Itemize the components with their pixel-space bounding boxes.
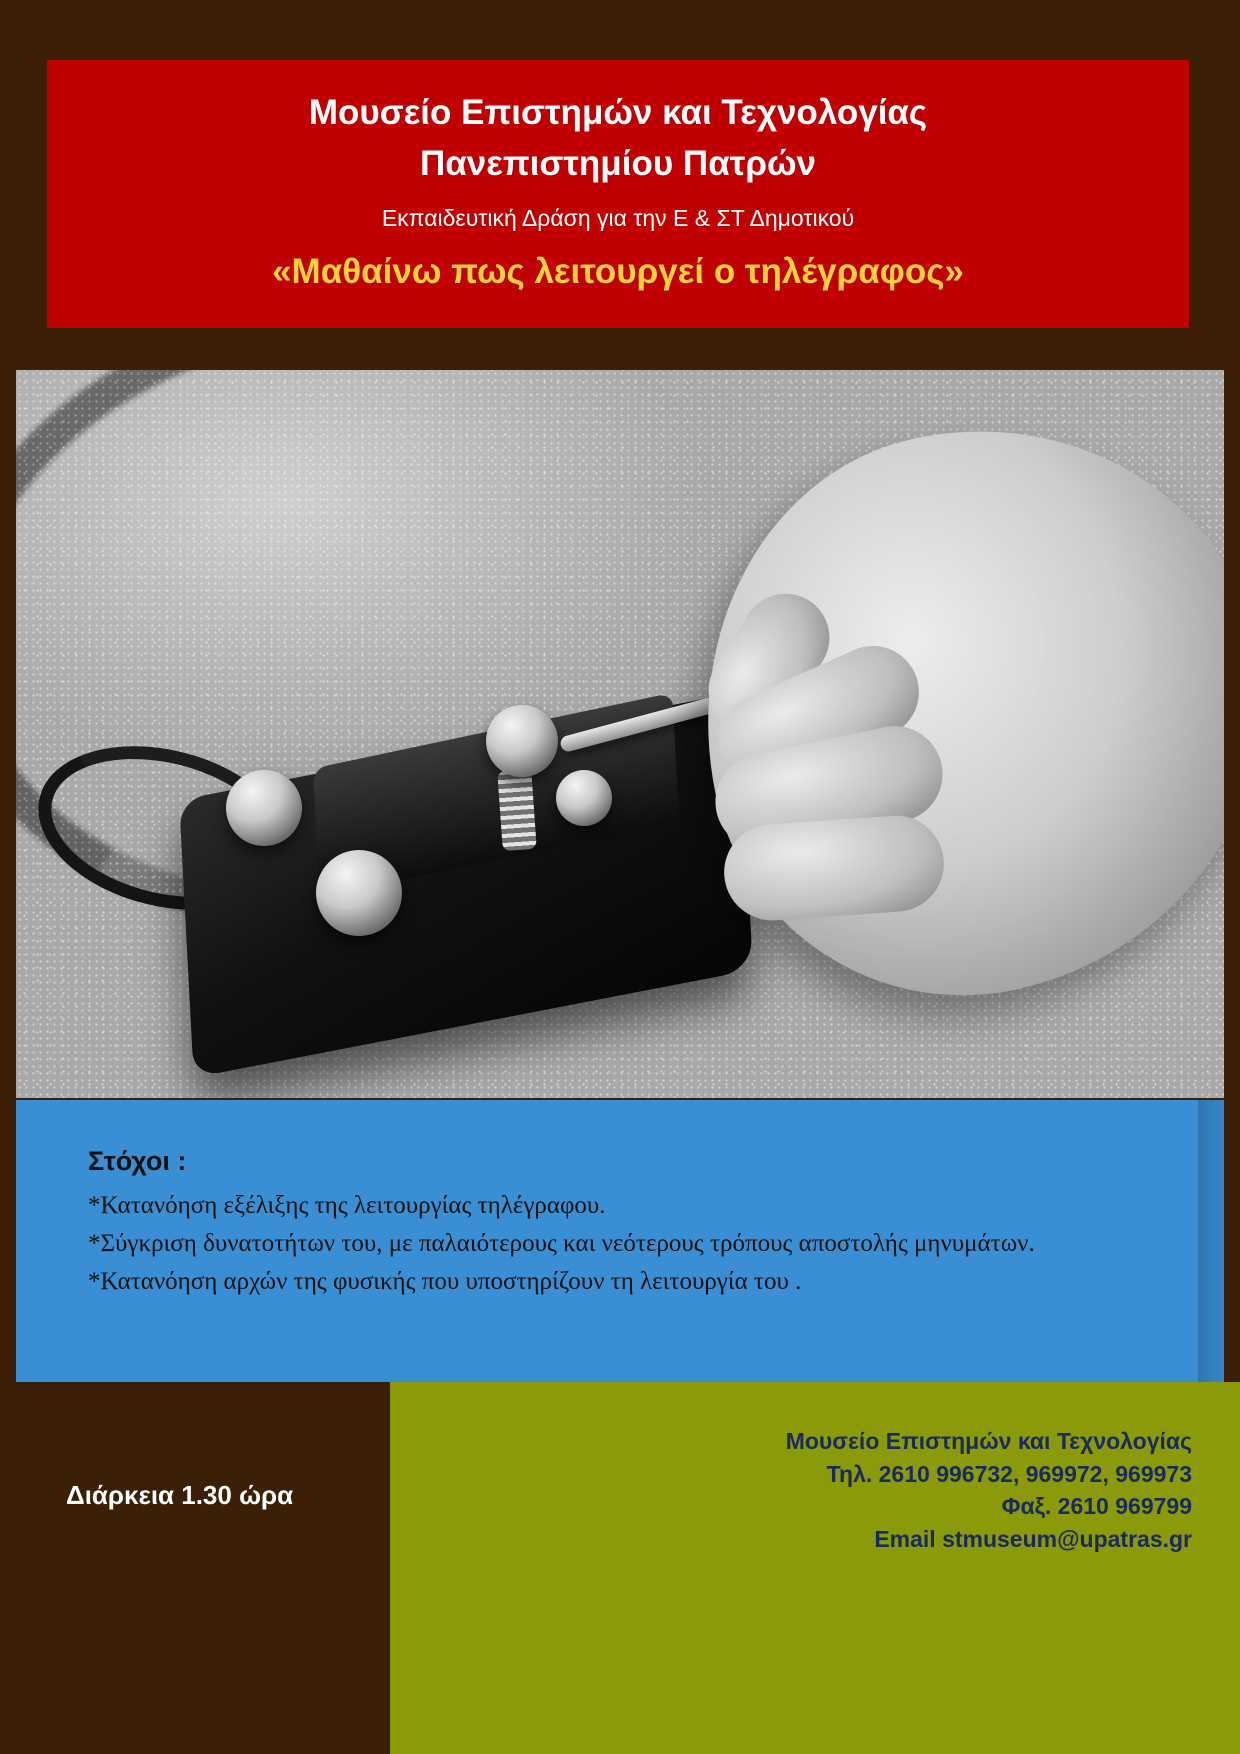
header-band [47,60,1189,328]
footer-left-block [0,1382,390,1754]
telegraph-spring [497,769,536,851]
ring-finger [721,812,947,923]
museum-title-line1: Μουσείο Επιστημών και Τεχνολογίας [308,93,928,132]
telegraph-knob-top [486,705,558,777]
telegraph-photo [16,370,1224,1098]
goals-title: Στόχοι : [88,1146,187,1176]
goals-item: *Σύγκριση δυνατοτήτων του, με παλαιότερους και νεότερους τρόπους αποστολής μηνυμάτων. [88,1230,1035,1257]
telegraph-knob-front [316,850,402,936]
telegraph-knob-left [226,770,302,846]
duration-label: Διάρκεια 1.30 ώρα [66,1480,294,1510]
goals-panel [16,1100,1224,1382]
contact-fax: Φαξ. 2610 969799 [1001,1493,1192,1520]
program-title: «Μαθαίνω πως λειτουργεί ο τηλέγραφος» [272,252,964,292]
telegraph-knob-right [556,770,612,826]
goals-item: *Κατανόηση αρχών της φυσικής που υποστηρίζουν τη λειτουργία του . [88,1268,802,1295]
museum-title-line2: Πανεπιστημίου Πατρών [419,143,817,183]
header-subtitle: Εκπαιδευτική Δράση για την Ε & ΣΤ Δημοτικού [381,204,855,231]
contact-info [786,1425,1192,1556]
contact-line: Μουσείο Επιστημών και Τεχνολογίας [785,1428,1192,1454]
contact-phone: Τηλ. 2610 996732, 969972, 969973 [826,1460,1192,1487]
contact-email[interactable]: Email stmuseum@upatras.gr [874,1525,1192,1552]
goals-list [88,1187,1164,1301]
goals-item: *Κατανόηση εξέλιξης της λειτουργίας τηλέγραφου. [88,1192,606,1219]
